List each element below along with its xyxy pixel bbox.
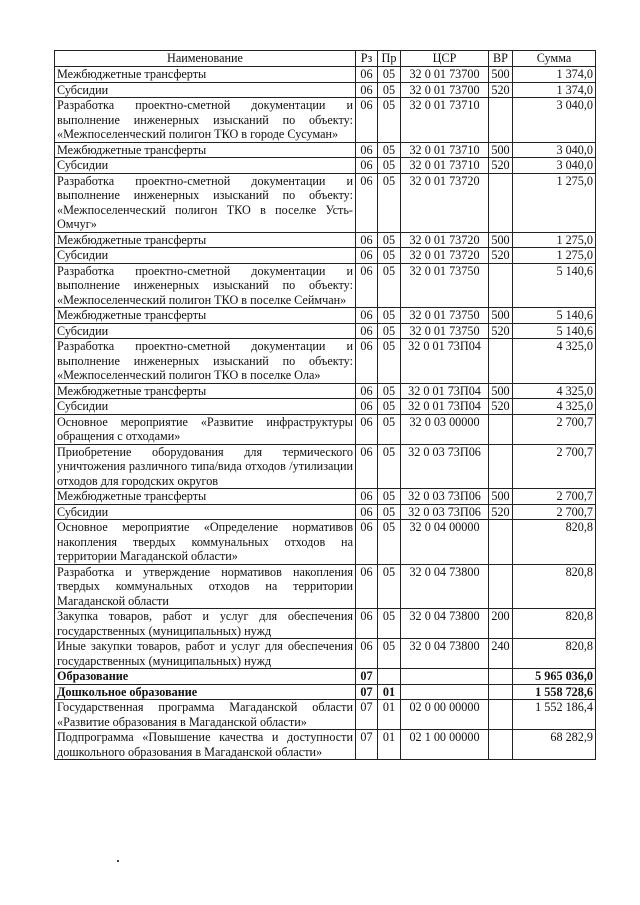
cell-rz: 06 — [356, 308, 378, 324]
cell-rz: 06 — [356, 444, 378, 489]
cell-pr: 05 — [378, 564, 401, 609]
cell-csr: 02 1 00 00000 — [401, 730, 489, 760]
cell-vr — [489, 339, 513, 384]
cell-sum: 1 374,0 — [513, 67, 596, 83]
cell-vr: 520 — [489, 158, 513, 174]
cell-vr — [489, 98, 513, 143]
cell-pr: 05 — [378, 339, 401, 384]
cell-csr: 32 0 01 73710 — [401, 142, 489, 158]
cell-pr: 05 — [378, 232, 401, 248]
cell-csr: 32 0 03 00000 — [401, 414, 489, 444]
cell-name: Межбюджетные трансферты — [55, 308, 356, 324]
cell-rz: 06 — [356, 98, 378, 143]
cell-vr — [489, 730, 513, 760]
table-header-row — [55, 51, 596, 67]
cell-vr — [489, 520, 513, 565]
table-row — [55, 414, 596, 444]
cell-rz: 06 — [356, 564, 378, 609]
cell-csr: 32 0 03 73П06 — [401, 489, 489, 505]
table-row — [55, 323, 596, 339]
cell-pr: 05 — [378, 173, 401, 232]
cell-csr: 32 0 01 73720 — [401, 248, 489, 264]
cell-csr — [401, 684, 489, 700]
cell-rz: 06 — [356, 142, 378, 158]
cell-rz: 07 — [356, 669, 378, 685]
cell-sum: 820,8 — [513, 609, 596, 639]
table-row — [55, 564, 596, 609]
cell-pr: 05 — [378, 639, 401, 669]
cell-csr: 32 0 03 73П06 — [401, 504, 489, 520]
cell-csr: 32 0 04 73800 — [401, 564, 489, 609]
cell-sum: 4 325,0 — [513, 339, 596, 384]
cell-csr: 32 0 01 73700 — [401, 82, 489, 98]
cell-sum: 2 700,7 — [513, 414, 596, 444]
header-sum: Сумма — [513, 51, 596, 67]
cell-csr: 32 0 01 73П04 — [401, 399, 489, 415]
cell-vr: 500 — [489, 489, 513, 505]
table-row — [55, 669, 596, 685]
cell-vr — [489, 444, 513, 489]
cell-name: Основное мероприятие «Определение нормативов накопления твердых коммунальных отходов на территории Магаданской области» — [55, 520, 356, 565]
cell-sum: 5 140,6 — [513, 323, 596, 339]
cell-vr: 500 — [489, 142, 513, 158]
table-row — [55, 142, 596, 158]
cell-csr: 32 0 01 73750 — [401, 323, 489, 339]
table-row — [55, 639, 596, 669]
table-row — [55, 248, 596, 264]
cell-name: Закупка товаров, работ и услуг для обеспечения государственных (муниципальных) нужд — [55, 609, 356, 639]
cell-sum: 4 325,0 — [513, 399, 596, 415]
cell-rz: 06 — [356, 323, 378, 339]
cell-pr: 05 — [378, 142, 401, 158]
cell-csr: 32 0 01 73720 — [401, 173, 489, 232]
cell-name: Основное мероприятие «Развитие инфраструктуры обращения с отходами» — [55, 414, 356, 444]
cell-csr: 02 0 00 00000 — [401, 700, 489, 730]
cell-pr: 05 — [378, 323, 401, 339]
cell-name: Образование — [55, 669, 356, 685]
cell-name: Межбюджетные трансферты — [55, 383, 356, 399]
cell-sum: 1 275,0 — [513, 248, 596, 264]
cell-pr: 05 — [378, 444, 401, 489]
cell-sum: 2 700,7 — [513, 489, 596, 505]
cell-vr: 200 — [489, 609, 513, 639]
cell-csr: 32 0 01 73П04 — [401, 383, 489, 399]
cell-name: Дошкольное образование — [55, 684, 356, 700]
cell-name: Межбюджетные трансферты — [55, 489, 356, 505]
cell-rz: 07 — [356, 730, 378, 760]
cell-rz: 06 — [356, 609, 378, 639]
table-row — [55, 339, 596, 384]
header-name: Наименование — [55, 51, 356, 67]
cell-csr: 32 0 01 73720 — [401, 232, 489, 248]
cell-name: Подпрограмма «Повышение качества и доступности дошкольного образования в Магаданской области» — [55, 730, 356, 760]
cell-sum: 5 140,6 — [513, 308, 596, 324]
table-row — [55, 98, 596, 143]
cell-vr: 520 — [489, 82, 513, 98]
cell-name: Межбюджетные трансферты — [55, 232, 356, 248]
cell-pr: 05 — [378, 609, 401, 639]
cell-pr: 05 — [378, 263, 401, 308]
cell-vr: 500 — [489, 67, 513, 83]
cell-name: Разработка проектно-сметной документации и выполнение инженерных изысканий по объекту: «Межпоселенческий полигон ТКО в поселке Усть-Омчуг» — [55, 173, 356, 232]
cell-rz: 06 — [356, 67, 378, 83]
cell-name: Государственная программа Магаданской области «Развитие образования в Магаданской области» — [55, 700, 356, 730]
table-row — [55, 489, 596, 505]
cell-name: Субсидии — [55, 158, 356, 174]
cell-vr: 500 — [489, 383, 513, 399]
table-row — [55, 158, 596, 174]
cell-csr: 32 0 04 73800 — [401, 609, 489, 639]
cell-pr: 05 — [378, 520, 401, 565]
cell-csr — [401, 669, 489, 685]
cell-vr — [489, 414, 513, 444]
header-rz: Рз — [356, 51, 378, 67]
cell-sum: 3 040,0 — [513, 158, 596, 174]
cell-rz: 06 — [356, 263, 378, 308]
table-row — [55, 444, 596, 489]
cell-name: Разработка и утверждение нормативов накопления твердых коммунальных отходов на территории Магаданской области — [55, 564, 356, 609]
table-row — [55, 730, 596, 760]
cell-rz: 06 — [356, 158, 378, 174]
cell-vr: 520 — [489, 248, 513, 264]
cell-sum: 2 700,7 — [513, 504, 596, 520]
cell-pr: 05 — [378, 158, 401, 174]
cell-sum: 1 558 728,6 — [513, 684, 596, 700]
cell-rz: 06 — [356, 248, 378, 264]
cell-rz: 06 — [356, 489, 378, 505]
cell-csr: 32 0 01 73750 — [401, 308, 489, 324]
cell-pr: 05 — [378, 308, 401, 324]
cell-sum: 1 374,0 — [513, 82, 596, 98]
cell-sum: 1 275,0 — [513, 232, 596, 248]
cell-rz: 06 — [356, 232, 378, 248]
cell-rz: 06 — [356, 339, 378, 384]
cell-pr: 05 — [378, 383, 401, 399]
cell-vr: 520 — [489, 399, 513, 415]
cell-sum: 820,8 — [513, 520, 596, 565]
header-csr: ЦСР — [401, 51, 489, 67]
cell-name: Разработка проектно-сметной документации и выполнение инженерных изысканий по объекту: «Межпоселенческий полигон ТКО в поселке Ола» — [55, 339, 356, 384]
table-row — [55, 383, 596, 399]
cell-sum: 4 325,0 — [513, 383, 596, 399]
cell-rz: 06 — [356, 520, 378, 565]
cell-pr: 05 — [378, 504, 401, 520]
cell-sum: 5 140,6 — [513, 263, 596, 308]
cell-sum: 2 700,7 — [513, 444, 596, 489]
cell-sum: 1 275,0 — [513, 173, 596, 232]
table-row — [55, 609, 596, 639]
cell-vr — [489, 173, 513, 232]
cell-name: Субсидии — [55, 248, 356, 264]
header-pr: Пр — [378, 51, 401, 67]
cell-pr: 01 — [378, 684, 401, 700]
cell-name: Субсидии — [55, 323, 356, 339]
cell-sum: 820,8 — [513, 564, 596, 609]
cell-rz: 06 — [356, 504, 378, 520]
cell-csr: 32 0 01 73700 — [401, 67, 489, 83]
cell-rz: 06 — [356, 82, 378, 98]
cell-pr: 01 — [378, 700, 401, 730]
table-row — [55, 308, 596, 324]
table-row — [55, 399, 596, 415]
cell-vr: 500 — [489, 232, 513, 248]
table-row — [55, 263, 596, 308]
cell-csr: 32 0 03 73П06 — [401, 444, 489, 489]
cell-csr: 32 0 01 73750 — [401, 263, 489, 308]
table-row — [55, 67, 596, 83]
scan-speck — [117, 860, 119, 862]
cell-csr: 32 0 04 00000 — [401, 520, 489, 565]
table-row — [55, 173, 596, 232]
header-vr: ВР — [489, 51, 513, 67]
budget-table — [54, 50, 596, 760]
cell-vr — [489, 669, 513, 685]
cell-vr: 240 — [489, 639, 513, 669]
cell-csr: 32 0 04 73800 — [401, 639, 489, 669]
cell-sum: 3 040,0 — [513, 98, 596, 143]
cell-name: Субсидии — [55, 504, 356, 520]
cell-rz: 06 — [356, 383, 378, 399]
cell-sum: 5 965 036,0 — [513, 669, 596, 685]
cell-pr: 05 — [378, 67, 401, 83]
cell-rz: 06 — [356, 173, 378, 232]
cell-pr: 05 — [378, 82, 401, 98]
cell-vr — [489, 263, 513, 308]
cell-sum: 1 552 186,4 — [513, 700, 596, 730]
cell-vr — [489, 564, 513, 609]
cell-pr: 05 — [378, 248, 401, 264]
cell-csr: 32 0 01 73П04 — [401, 339, 489, 384]
cell-vr: 520 — [489, 504, 513, 520]
cell-name: Иные закупки товаров, работ и услуг для обеспечения государственных (муниципальных) нужд — [55, 639, 356, 669]
table-row — [55, 700, 596, 730]
cell-pr: 05 — [378, 98, 401, 143]
cell-pr: 05 — [378, 399, 401, 415]
table-row — [55, 684, 596, 700]
table-row — [55, 82, 596, 98]
cell-sum: 3 040,0 — [513, 142, 596, 158]
cell-name: Разработка проектно-сметной документации и выполнение инженерных изысканий по объекту: «Межпоселенческий полигон ТКО в поселке Сеймчан» — [55, 263, 356, 308]
cell-csr: 32 0 01 73710 — [401, 158, 489, 174]
cell-name: Приобретение оборудования для термического уничтожения различного типа/вида отходов /утилизации отходов для городских округов — [55, 444, 356, 489]
cell-name: Субсидии — [55, 399, 356, 415]
cell-vr: 520 — [489, 323, 513, 339]
cell-vr — [489, 700, 513, 730]
cell-csr: 32 0 01 73710 — [401, 98, 489, 143]
cell-sum: 820,8 — [513, 639, 596, 669]
cell-rz: 06 — [356, 414, 378, 444]
cell-name: Субсидии — [55, 82, 356, 98]
cell-name: Межбюджетные трансферты — [55, 142, 356, 158]
cell-name: Межбюджетные трансферты — [55, 67, 356, 83]
cell-pr: 05 — [378, 489, 401, 505]
cell-rz: 07 — [356, 684, 378, 700]
cell-sum: 68 282,9 — [513, 730, 596, 760]
cell-pr: 05 — [378, 414, 401, 444]
cell-rz: 06 — [356, 399, 378, 415]
cell-rz: 07 — [356, 700, 378, 730]
cell-vr — [489, 684, 513, 700]
cell-name: Разработка проектно-сметной документации и выполнение инженерных изысканий по объекту: «Межпоселенческий полигон ТКО в городе Сусуман» — [55, 98, 356, 143]
cell-pr: 01 — [378, 730, 401, 760]
table-row — [55, 504, 596, 520]
cell-rz: 06 — [356, 639, 378, 669]
table-row — [55, 232, 596, 248]
cell-pr — [378, 669, 401, 685]
cell-vr: 500 — [489, 308, 513, 324]
table-row — [55, 520, 596, 565]
